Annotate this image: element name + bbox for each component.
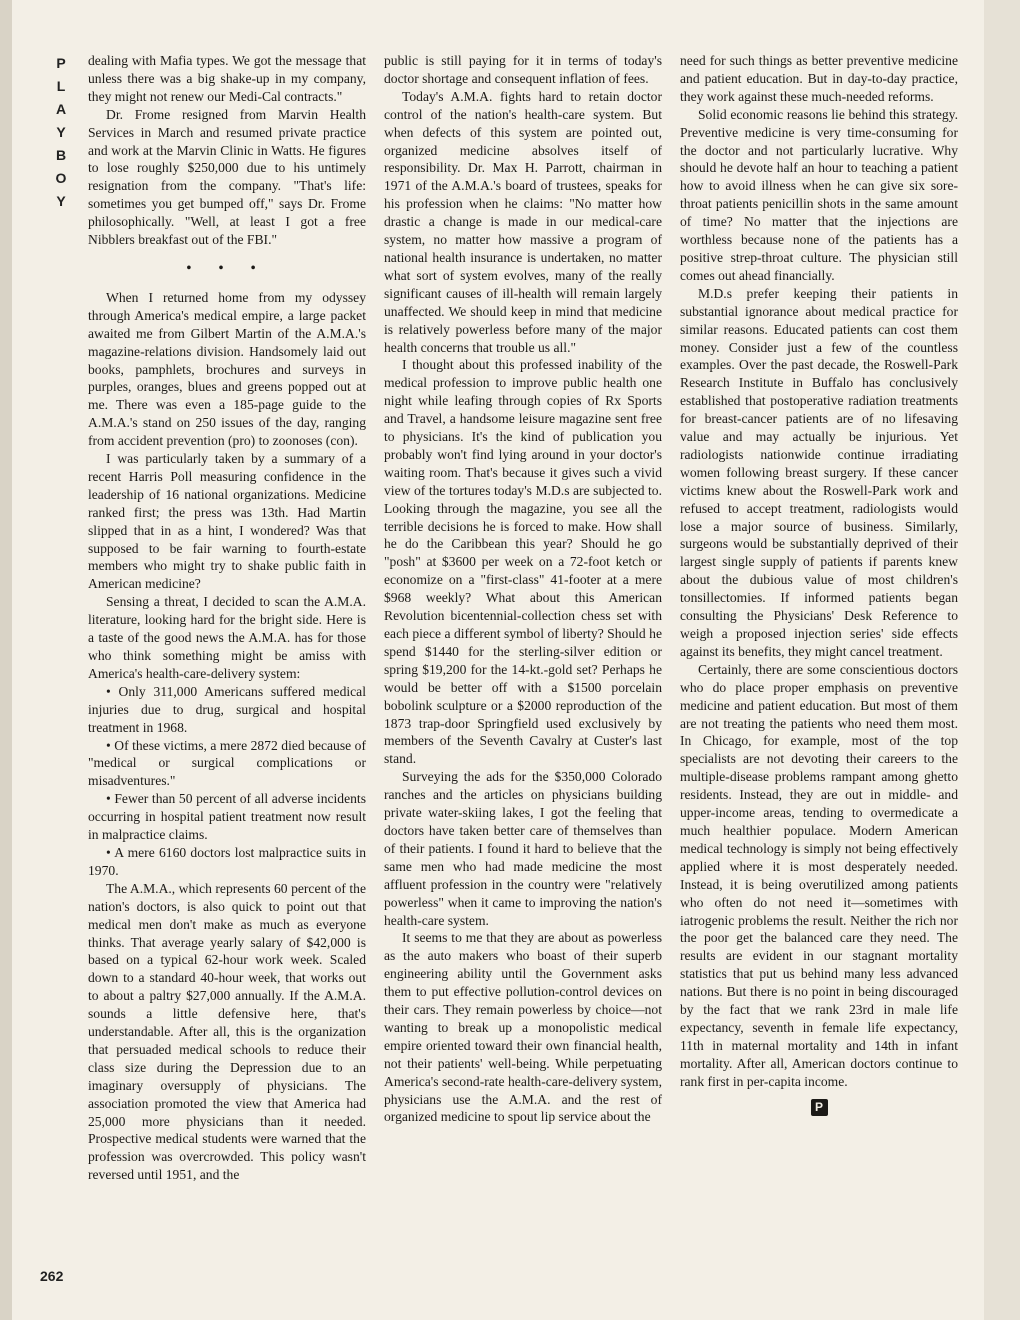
paragraph: Certainly, there are some conscientious doctors who do place proper emphasis on preventive medicine and patient education. But most of them are not treating the patients who need them most. In Chicago, for example, most of the top specialists are not devoting their careers to the multiple-disease problems rampant among ghetto residents. Instead, they are out in middle- and upper-income areas, tending to overmedicate a much healthier populace. Modern American medical technology is simply not being effectively applied where it is most desperately needed. Instead, it is being overutilized among patients who often do not need it—sometimes with iatrogenic problems the result. Neither the rich nor the poor get the balanced care they need. The results are evident in our stagnant mortality statistics that put us behind many less advanced nations. But there is no point in being discouraged by the fact that we rank 23rd in male life expectancy, seventh in female life expectancy, 11th in maternal mortality and 14th in infant mortality. After all, American doctors continue to rank first in per-capita income. [680, 661, 958, 1089]
text-column-3 [680, 52, 958, 1116]
page-edge-margin [984, 0, 1020, 1320]
paragraph: When I returned home from my odyssey through America's medical empire, a large packet awaited me from Gilbert Martin of the A.M.A.'s magazine-relations division. Handsomely laid out books, pamphlets, brochures and surveys in purples, oranges, blues and greens popped out at me. There was even a 185-page guide to the A.M.A.'s stand on 250 issues of the day, ranging from accident prevention (pro) to zoonoses (con). [88, 289, 366, 449]
page-number: 262 [40, 1268, 64, 1284]
bullet-item: • Of these victims, a mere 2872 died because of "medical or surgical complications or misadventures." [88, 737, 366, 789]
paragraph: Solid economic reasons lie behind this strategy. Preventive medicine is very time-consuming for the doctor and not particularly lucrative. Why should he devote half an hour to teaching a patient how to avoid illness when he can give six sore-throat patients penicillin shots in the same amount of time? No matter that the injections are worthless because none of the patients has a positive strep-throat culture. The physician still comes out ahead financially. [680, 106, 958, 283]
paragraph: It seems to me that they are about as powerless as the auto makers who boast of their superb engineering ability until the Government asks them to put effective pollution-control devices on their cars. They remain powerless by choice—not wanting to break up a monopolistic medical empire oriented toward their own financial health, not their patients' well-being. While perpetuating America's second-rate health-care-delivery system, physicians use the A.M.A. and the rest of organized medicine to spout lip service about the [384, 930, 662, 1125]
paragraph: public is still paying for it in terms of today's doctor shortage and consequent inflation of fees. [384, 53, 662, 86]
paragraph: I thought about this professed inability of the medical profession to improve public health one night while leafing through copies of Rx Sports and Travel, a handsome leisure magazine sent free to physicians. It's the kind of publication you probably won't find lying around in your doctor's waiting room. That's because it gives such a vivid view of the tortures today's M.D.s are subjected to. Looking through the magazine, you see all the terrible decisions he is forced to make. How shall he do the Caribbean this year? Should he go "posh" at $3600 per week on a 72-foot ketch or economize on a "first-class" 41-footer at a mere $968 weekly? What about this American Revolution bicentennial-collection chess set with each piece a different symbol of liberty? Should he spend $1440 for the sterling-silver edition or spring $19,200 for the 14-kt.-gold set? Perhaps he would be better off with a $1500 porcelain bobolink sculpture or a $2000 reproduction of the 1873 trap-door Springfield used exclusively by members of the Seventh Cavalry at Custer's last stand. [384, 357, 662, 767]
bullet-item: • A mere 6160 doctors lost malpractice suits in 1970. [88, 844, 366, 878]
paragraph: I was particularly taken by a summary of a recent Harris Poll measuring confidence in the leadership of 16 national organizations. Medicine ranked first; the press was 13th. Had Martin slipped that in as a hint, I wondered? Was that supposed to be fair warning to fourth-estate members who might try to shake public faith in American medicine? [88, 451, 366, 592]
running-head-letter: L [56, 78, 66, 94]
paragraph: Today's A.M.A. fights hard to retain doctor control of the nation's health-care system. But when defects of this system are pointed out, organized medicine absolves itself of responsibility. Dr. Max H. Parrott, chairman in 1971 of the A.M.A.'s board of trustees, speaks for his profession when he claims: "No matter how drastic a change is made in our medical-care system, no matter how massive a program of national health insurance is undertaken, no matter what sort of system evolves, many of the really significant causes of ill-health will remain largely unaffected. We should keep in mind that medicine is relatively powerless before many of the major health concerns that trouble us all." [384, 88, 662, 355]
running-head-letter: Y [56, 124, 66, 140]
running-head-letter: A [55, 101, 67, 117]
text-column-2 [384, 52, 662, 1126]
section-break: • • • [186, 259, 268, 275]
page-edge-shadow [0, 0, 12, 1320]
running-head-letter: B [55, 147, 67, 163]
paragraph: need for such things as better preventive medicine and patient education. But in day-to-day practice, they work against these much-needed reforms. [680, 53, 958, 104]
end-mark-wrap [680, 1091, 958, 1116]
running-head-letter: O [55, 170, 67, 186]
end-of-article-icon: P [811, 1099, 828, 1116]
bullet-item: • Fewer than 50 percent of all adverse incidents occurring in hospital patient treatment now result in malpractice claims. [88, 791, 366, 843]
paragraph: Surveying the ads for the $350,000 Colorado ranches and the articles on physicians building private water-skiing lakes, I got the feeling that doctors have taken better care of themselves than of their patients. I found it hard to believe that the same men who had made medicine the most affluent profession in the country were "relatively powerless" when it came to improving the nation's health-care system. [384, 769, 662, 928]
bullet-item: • Only 311,000 Americans suffered medical injuries due to drug, surgical and hospital treatment in 1968. [88, 683, 366, 735]
paragraph: dealing with Mafia types. We got the message that unless there was a big shake-up in my company, they might not renew our Medi-Cal contracts." [88, 53, 366, 104]
running-head [52, 52, 70, 213]
running-head-letter: P [56, 55, 66, 71]
paragraph: Dr. Frome resigned from Marvin Health Services in March and resumed private practice and work at the Marvin Clinic in Watts. He figures to lose roughly $250,000 due to his untimely resignation from the company. "That's life: sometimes you get bumped off," says Dr. Frome philosophically. "Well, at least I got a free Nibblers breakfast out of the FBI." [88, 106, 366, 248]
running-head-letter: Y [56, 193, 66, 209]
paragraph: Sensing a threat, I decided to scan the A.M.A. literature, looking hard for the bright side. Here is a taste of the good news the A.M.A. has for those who think something might be amiss with America's health-care-delivery system: [88, 594, 366, 681]
paragraph: M.D.s prefer keeping their patients in substantial ignorance about medical practice for similar reasons. Educated patients can cost them money. Consider just a few of the countless examples. Over the past decade, the Roswell-Park Research Institute in Buffalo has conclusively established that postoperative radiation treatments for breast-cancer patients are of no lifesaving value and may actually be injurious. Yet radiologists nationwide continue irradiating women following breast surgery. If these cancer victims knew about the Roswell-Park work and refused to accept treatment, radiologists would lose a major source of business. Similarly, surgeons would be substantially deprived of their largest single supply of patients if parents knew about the dubious value of most children's tonsillectomies. If informed patients began consulting the Physicians' Desk Reference to weigh a proposed injection series' side effects against its benefits, they might cancel treatment. [680, 285, 958, 659]
paragraph: The A.M.A., which represents 60 percent of the nation's doctors, is also quick to point out that medical men don't make as much as everyone thinks. That average yearly salary of $42,000 is based on a typical 62-hour work week. Scaled down to a standard 40-hour week, that works out to about a paltry $27,000 annually. If the A.M.A. sounds a little defensive here, that's understandable. After all, this is the organization that persuaded medical schools to reduce their class size during the Depression due to an imaginary oversupply of physicians. The association promoted the view that America had 25,000 more physicians than it needed. Prospective medical students were warned that the profession was overcrowded. This policy wasn't reversed until 1951, and the [88, 880, 366, 1183]
text-column-1 [88, 52, 366, 1184]
